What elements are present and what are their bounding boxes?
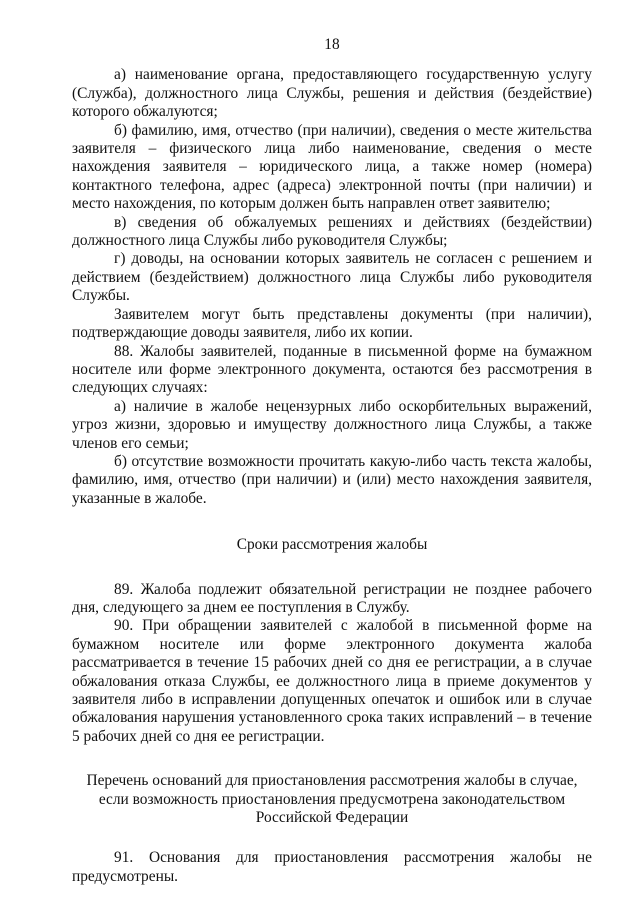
clause-91-paragraph: 91. Основания для приостановления рассмотрения жалобы не предусмотрены. — [72, 849, 592, 885]
clause-88-item-b-paragraph: б) отсутствие возможности прочитать какую-либо часть текста жалобы, фамилию, имя, отчество (при наличии) и (или) место нахождения заявителя, указанные в жалобе. — [72, 452, 592, 507]
item-b-body-text: б) фамилию, имя, отчество (при наличии), сведения о месте жительства заявителя – физического лица либо наименование, сведения о месте нахождения заявителя – юридического лица, а также номер (номера) контактного телефона, адрес (адреса) электронной почты (при наличии) и место нахождения, по которым должен быть направлен ответ заявителю; — [72, 121, 592, 213]
section-heading-suspension-grounds: Перечень оснований для приостановления рассмотрения жалобы в случае, если возможность приостановления предусмотрена законодательством Российской Федерации — [86, 772, 578, 827]
page-number: 18 — [324, 36, 340, 53]
section-heading-review-terms: Сроки рассмотрения жалобы — [236, 536, 428, 554]
clause-89-paragraph: 89. Жалоба подлежит обязательной регистрации не позднее рабочего дня, следующего за днем ее поступления в Службу. — [72, 580, 592, 616]
documents-note-paragraph: Заявителем могут быть представлены документы (при наличии), подтверждающие доводы заявителя, либо их копии. — [72, 305, 592, 342]
item-a-body-text: а) наименование органа, предоставляющего государственную услугу (Служба), должностного лица Службы, решения и действия (бездействие) которого обжалуются; — [72, 66, 592, 121]
clause-90-paragraph: 90. При обращении заявителей с жалобой в письменной форме на бумажном носителе или форме электронного документа жалоба рассматривается в течение 15 рабочих дней со дня ее регистрации, а в случае обжалования отказа Службы, ее должностного лица в приеме документов у заявителя либо в исправлении допущенных опечаток и ошибок или в случае обжалования нарушения установленного срока таких исправлений – в течение 5 рабочих дней со дня ее регистрации. — [72, 617, 592, 745]
clause-88-paragraph: 88. Жалобы заявителей, поданные в письменной форме на бумажном носителе или форме электронного документа, остаются без рассмотрения в следующих случаях: — [72, 342, 592, 397]
clause-88-item-a-paragraph: а) наличие в жалобе нецензурных либо оскорбительных выражений, угроз жизни, здоровью и имуществу должностного лица Службы, а также членов его семьи; — [72, 397, 592, 452]
item-v-body-text: в) сведения об обжалуемых решениях и действиях (бездействии) должностного лица Службы либо руководителя Службы; — [72, 213, 592, 250]
item-g-body-text: г) доводы, на основании которых заявитель не согласен с решением и действием (бездействием) должностного лица Службы либо руководителя Службы. — [72, 250, 592, 305]
